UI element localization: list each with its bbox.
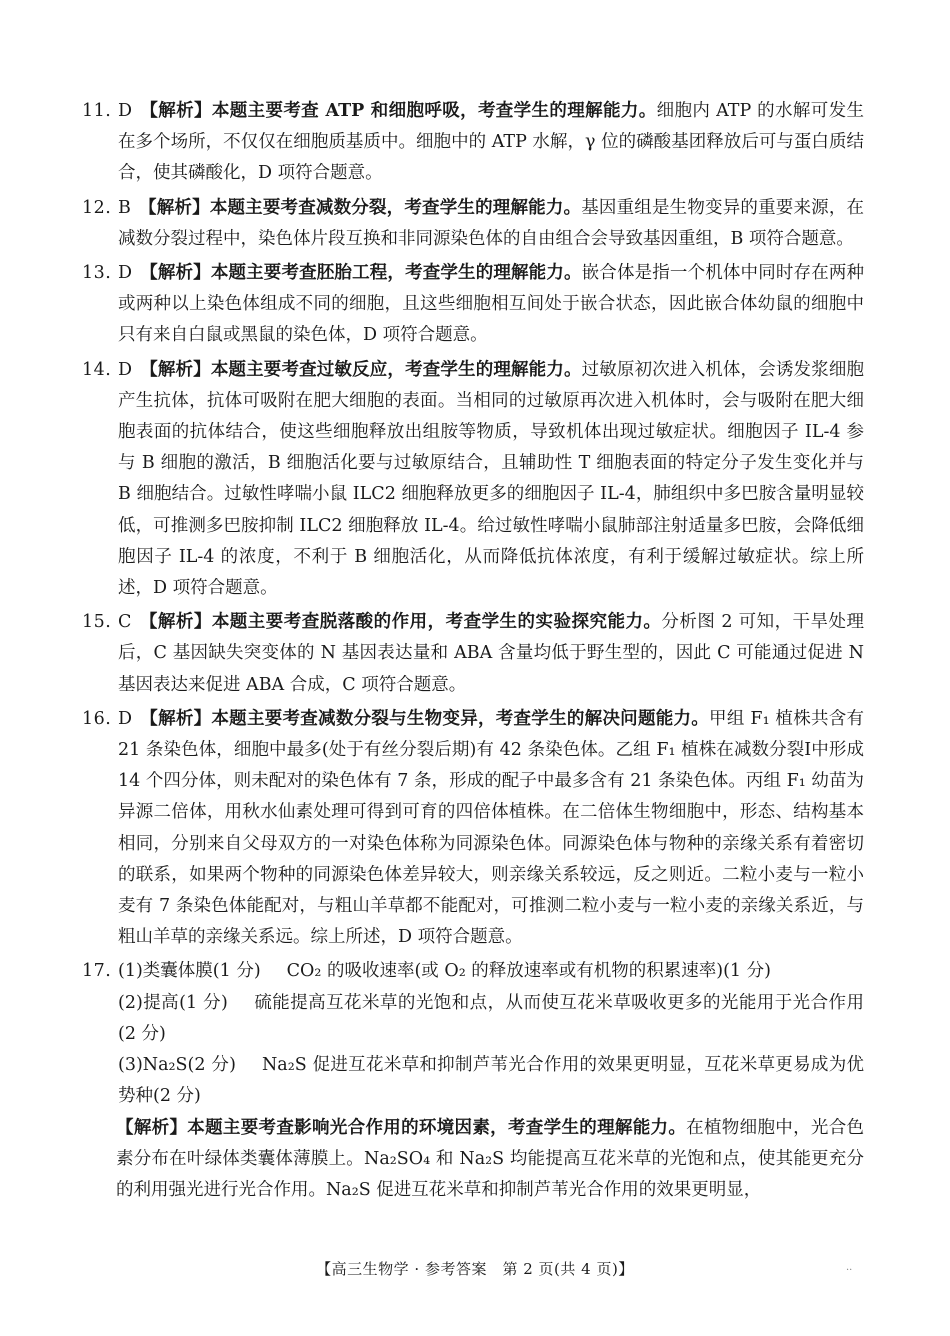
q17-part-1-detail: CO₂ 的吸收速率(或 O₂ 的释放速率或有机物的积累速率)(1 分): [286, 961, 771, 982]
analysis-tag: 【解析】: [138, 197, 210, 218]
analysis-body: 在植物细胞中，光合色素分布在叶绿体类囊体薄膜上。Na₂SO₄ 和 Na₂S 均能提高互花米草的光饱和点，使其能更充分的利用强光进行光合作用。Na₂S 促进互花米草和抑制芦苇光合作用的效果更明显，: [116, 1117, 865, 1200]
answer-letter: D: [118, 708, 133, 729]
analysis-lead: 本题主要考查减数分裂与生物变异，考查学生的解决问题能力。: [211, 708, 710, 729]
analysis-body: 嵌合体是指一个机体中同时存在两种或两种以上染色体组成不同的细胞，且这些细胞相互间处于嵌合状态，因此嵌合体幼鼠的细胞中只有来自白鼠或黑鼠的染色体，D 项符合题意。: [118, 263, 865, 346]
question-number: 13.: [82, 263, 112, 284]
analysis-tag: 【解析】: [140, 708, 212, 729]
q17-part-2-detail: 硫能提高互花米草的光饱和点，从而使互花米草吸收更多的光能用于光合作用(2 分): [118, 992, 865, 1044]
question-12: [82, 193, 865, 255]
question-11: [82, 96, 864, 190]
q17-part-3: [118, 1050, 864, 1112]
question-16: [82, 704, 865, 954]
answer-letter: D: [118, 101, 133, 121]
q17-part-2: [118, 988, 864, 1050]
q17-analysis: [116, 1113, 864, 1207]
analysis-body: 细胞内 ATP 的水解可发生在多个场所，不仅仅在细胞质基质中。细胞中的 ATP 水解，γ 位的磷酸基团释放后可与蛋白质结合，使其磷酸化，D 项符合题意。: [118, 101, 864, 184]
q17-part-3-answer: (3)Na₂S(2 分): [118, 1055, 236, 1076]
q17-part-2-answer: (2)提高(1 分): [118, 992, 228, 1013]
analysis-tag: 【解析】: [140, 101, 212, 121]
question-17: [82, 956, 865, 1206]
analysis-tag: 【解析】: [139, 612, 212, 633]
analysis-lead: 本题主要考查影响光合作用的环境因素，考查学生的理解能力。: [187, 1117, 687, 1138]
question-number: 14.: [82, 359, 112, 380]
question-number: 11.: [82, 101, 112, 121]
answer-letter: B: [118, 197, 131, 218]
question-number: 12.: [82, 197, 112, 218]
question-number: 17.: [82, 961, 112, 982]
analysis-body: 基因重组是生物变异的重要来源，在减数分裂过程中，染色体片段互换和非同源染色体的自由组合会导致基因重组，B 项符合题意。: [118, 197, 865, 249]
analysis-lead: 本题主要考查胚胎工程，考查学生的理解能力。: [210, 263, 582, 284]
corner-mark: ··: [846, 1265, 853, 1276]
page-footer: 【高三生物学 · 参考答案 第 2 页(共 4 页)】: [316, 1260, 634, 1278]
question-number: 16.: [82, 708, 112, 729]
question-number: 15.: [82, 612, 112, 633]
analysis-tag: 【解析】: [140, 263, 211, 284]
question-13: [82, 258, 865, 352]
question-14: [82, 355, 865, 605]
answer-content: [82, 96, 865, 1209]
analysis-body: 分析图 2 可知，干旱处理后，C 基因缺失突变体的 N 基因表达量和 ABA 含量均低于野生型的，因此 C 可能通过促进 N 基因表达来促进 ABA 合成，C 项符合题意。: [118, 612, 865, 695]
analysis-lead: 本题主要考查过敏反应，考查学生的理解能力。: [210, 359, 582, 380]
q17-part-3-detail: Na₂S 促进互花米草和抑制芦苇光合作用的效果更明显，互花米草更易成为优势种(2 分): [118, 1055, 864, 1107]
answer-letter: D: [118, 263, 133, 284]
analysis-tag: 【解析】: [116, 1117, 188, 1138]
analysis-lead: 本题主要考查减数分裂，考查学生的理解能力。: [209, 197, 582, 218]
analysis-tag: 【解析】: [140, 359, 211, 380]
analysis-body: 甲组 F₁ 植株共含有 21 条染色体，细胞中最多(处于有丝分裂后期)有 42 条染色体。乙组 F₁ 植株在减数分裂Ⅰ中形成 14 个四分体，则未配对的染色体有 7 条，形成的配子中最多含有 21 条染色体。丙组 F₁ 幼苗为异源二倍体，用秋水仙素处理可得到可育的四倍体植株。在二倍体生物细胞中，形态、结构基本相同，分别来自父母双方的一对染色体称为同源染色体。同源染色体与物种的亲缘关系有着密切的联系，如果两个物种的同源染色体差异较大，则亲缘关系较远，反之则近。二粒小麦与一粒小麦有 7 条染色体能配对，与粗山羊草都不能配对，可推测二粒小麦与一粒小麦的亲缘关系近，与粗山羊草的亲缘关系远。综上所述，D 项符合题意。: [118, 708, 865, 948]
analysis-lead: 本题主要考查 ATP 和细胞呼吸，考查学生的理解能力。: [211, 101, 657, 121]
q17-part-1-answer: (1)类囊体膜(1 分): [118, 961, 261, 982]
answer-letter: C: [118, 612, 132, 633]
q17-part-1: [118, 956, 864, 987]
question-15: [82, 607, 865, 701]
analysis-body: 过敏原初次进入机体，会诱发浆细胞产生抗体，抗体可吸附在肥大细胞的表面。当相同的过敏原再次进入机体时，会与吸附在肥大细胞表面的抗体结合，使这些细胞释放出组胺等物质，导致机体出现过敏症状。细胞因子 IL-4 参与 B 细胞的激活，B 细胞活化要与过敏原结合，且辅助性 T 细胞表面的特定分子发生变化并与 B 细胞结合。过敏性哮喘小鼠 ILC2 细胞释放更多的细胞因子 IL-4，肺组织中多巴胺含量明显较低，可推测多巴胺抑制 ILC2 细胞释放 IL-4。给过敏性哮喘小鼠肺部注射适量多巴胺，会降低细胞因子 IL-4 的浓度，不利于 B 细胞活化，从而降低抗体浓度，有利于缓解过敏症状。综上所述，D 项符合题意。: [118, 359, 865, 599]
answer-letter: D: [118, 359, 133, 380]
analysis-lead: 本题主要考查脱落酸的作用，考查学生的实验探究能力。: [211, 612, 662, 633]
